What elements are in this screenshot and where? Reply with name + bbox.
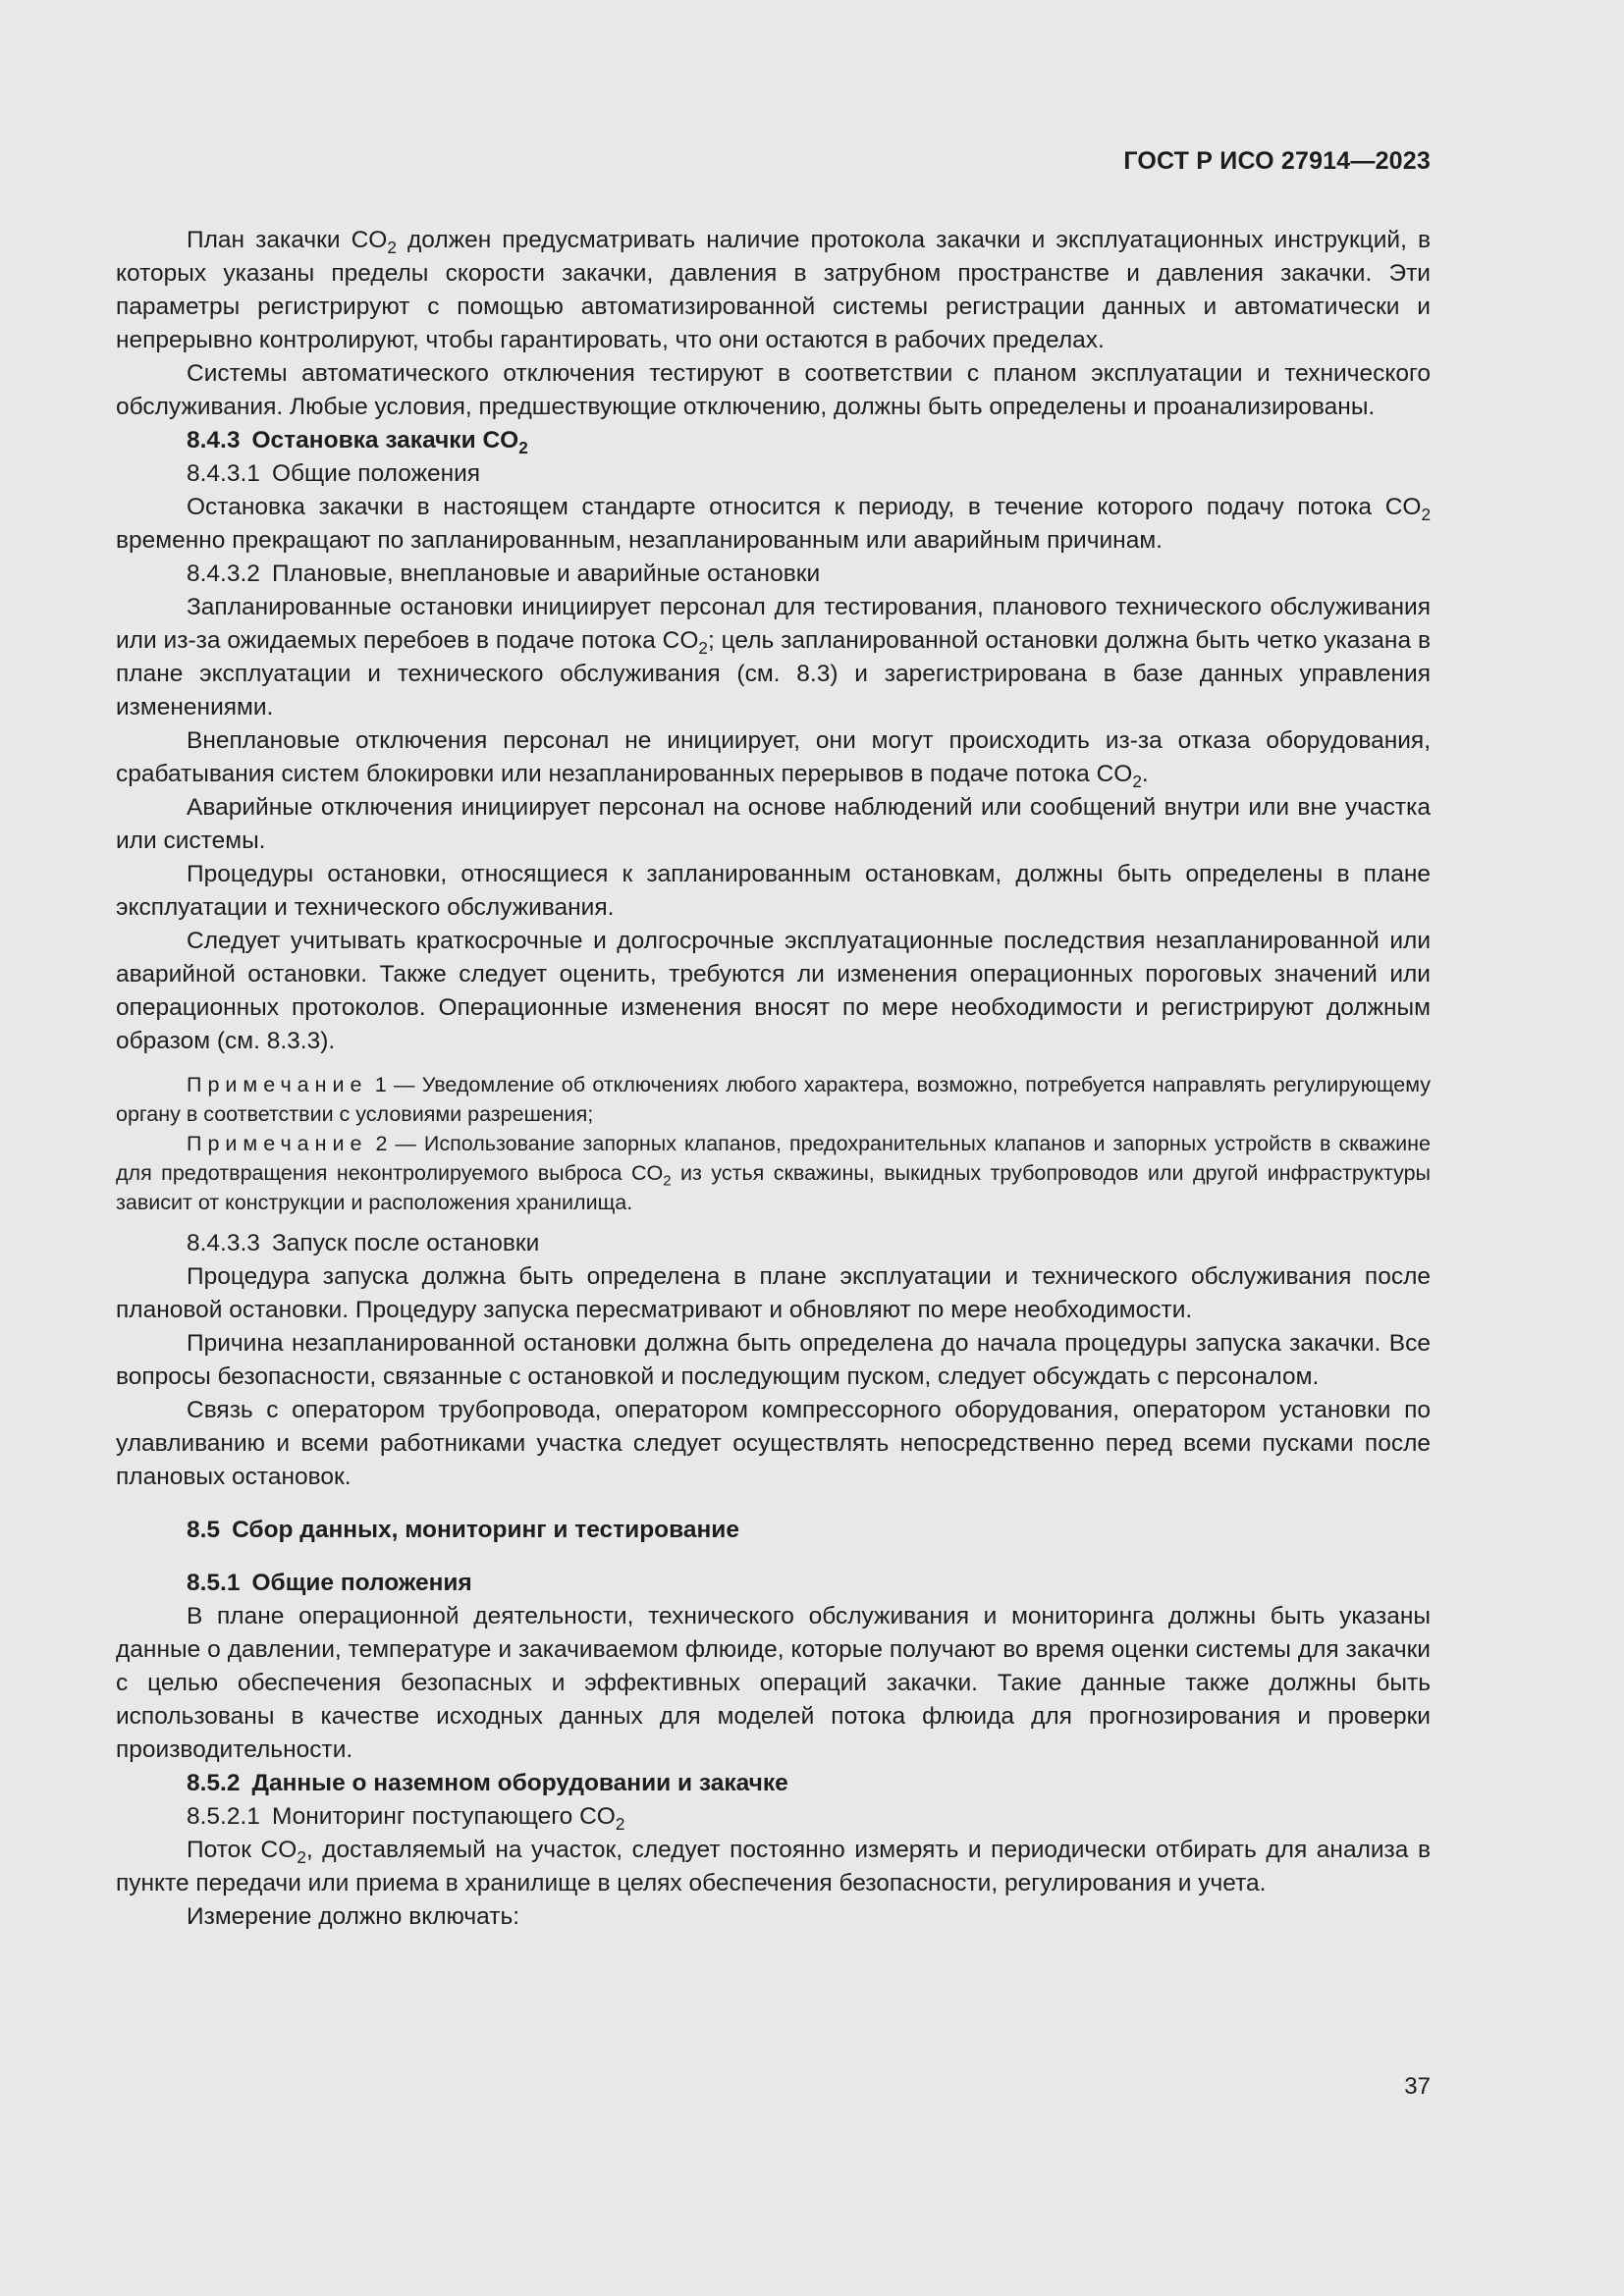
section-heading-8-5-1: 8.5.1 Общие положения xyxy=(187,1570,472,1596)
paragraph: Запланированные остановки инициирует персонал для тестирования, планового технического обслуживания или из-за ожидаемых перебоев в подаче потока $CO_2$; цель запланированной остановки должна быть четко указана в плане эксплуатации и технического обслуживания (см. 8.3) и зарегистрирована в базе данных управления изменениями. xyxy=(116,594,1431,721)
paragraph: Внеплановые отключения персонал не инициирует, они могут происходить из-за отказа оборудования, срабатывания систем блокировки или незапланированных перерывов в подаче потока $CO_2$. xyxy=(116,727,1431,791)
paragraph: В плане операционной деятельности, технического обслуживания и мониторинга должны быть указаны данные о давлении, температуре и закачиваемом флюиде, которые получают во время оценки системы для закачки с целью обеспечения безопасных и эффективных операций закачки. Такие данные также должны быть использованы в качестве исходных данных для моделей потока флюида для прогнозирования и проверки производительности. xyxy=(116,1603,1431,1763)
section-heading-8-4-3-2: 8.4.3.2 Плановые, внеплановые и аварийные остановки xyxy=(187,561,821,587)
paragraph: Измерение должно включать: xyxy=(187,1903,520,1930)
note-2: Примечание 2 — Использование запорных клапанов, предохранительных клапанов и запорных устройств в скважине для предотвращения неконтролируемого выброса $CO_2$ из устья скважины, выкидных трубопроводов или другой инфраструктуры зависит от конструкции и расположения хранилища. xyxy=(116,1132,1431,1214)
paragraph: Аварийные отключения инициирует персонал на основе наблюдений или сообщений внутри или вне участка или системы. xyxy=(116,794,1431,854)
paragraph: Связь с оператором трубопровода, оператором компрессорного оборудования, оператором установки по улавливанию и всеми работниками участка следует осуществлять непосредственно перед всеми пусками после плановых остановок. xyxy=(116,1397,1431,1490)
paragraph: Системы автоматического отключения тестируют в соответствии с планом эксплуатации и технического обслуживания. Любые условия, предшествующие отключению, должны быть определены и проанализированы. xyxy=(116,360,1431,420)
page-number: 37 xyxy=(1404,2073,1431,2100)
section-heading-8-4-3-1: 8.4.3.1 Общие положения xyxy=(187,460,481,487)
paragraph: Процедура запуска должна быть определена в плане эксплуатации и технического обслуживания после плановой остановки. Процедуру запуска пересматривают и обновляют по мере необходимости. xyxy=(116,1263,1431,1323)
section-heading-8-5-2-1: 8.5.2.1 Мониторинг поступающего $CO_2$ xyxy=(187,1803,625,1834)
paragraph: Поток $CO_2$, доставляемый на участок, следует постоянно измерять и периодически отбирать для анализа в пункте передачи или приема в хранилище в целях обеспечения безопасности, регулирования и учета. xyxy=(116,1837,1431,1896)
paragraph: План закачки $CO_2$ должен предусматривать наличие протокола закачки и эксплуатационных инструкций, в которых указаны пределы скорости закачки, давления в затрубном пространстве и давления закачки. Эти параметры регистрируют с помощью автоматизированной системы регистрации данных и автоматически и непрерывно контролируют, чтобы гарантировать, что они остаются в рабочих пределах. xyxy=(116,227,1432,353)
section-heading-8-5: 8.5 Сбор данных, мониторинг и тестирование xyxy=(187,1517,739,1543)
document-body xyxy=(116,224,1431,1934)
section-heading-8-4-3-3: 8.4.3.3 Запуск после остановки xyxy=(187,1230,540,1256)
notes-block xyxy=(116,1070,1431,1217)
paragraph: Следует учитывать краткосрочные и долгосрочные эксплуатационные последствия незапланированной или аварийной остановки. Также следует оценить, требуются ли изменения операционных пороговых значений или операционных протоколов. Операционные изменения вносят по мере необходимости и регистрируют должным образом (см. 8.3.3). xyxy=(116,928,1431,1054)
paragraph: Остановка закачки в настоящем стандарте относится к периоду, в течение которого подачу потока $CO_2$ временно прекращают по запланированным, незапланированным или аварийным причинам. xyxy=(116,494,1431,554)
section-heading-8-4-3: 8.4.3 Остановка закачки $CO_2$ xyxy=(187,427,528,457)
paragraph: Причина незапланированной остановки должна быть определена до начала процедуры запуска закачки. Все вопросы безопасности, связанные с остановкой и последующим пуском, следует обсуждать с персоналом. xyxy=(116,1330,1431,1390)
section-heading-8-5-2: 8.5.2 Данные о наземном оборудовании и закачке xyxy=(187,1770,788,1796)
standard-header: ГОСТ Р ИСО 27914—2023 xyxy=(1123,147,1431,175)
note-1: Примечание 1 — Уведомление об отключениях любого характера, возможно, потребуется направлять регулирующему органу в соответствии с условиями разрешения; xyxy=(116,1073,1431,1126)
paragraph: Процедуры остановки, относящиеся к запланированным остановкам, должны быть определены в плане эксплуатации и технического обслуживания. xyxy=(116,861,1431,921)
